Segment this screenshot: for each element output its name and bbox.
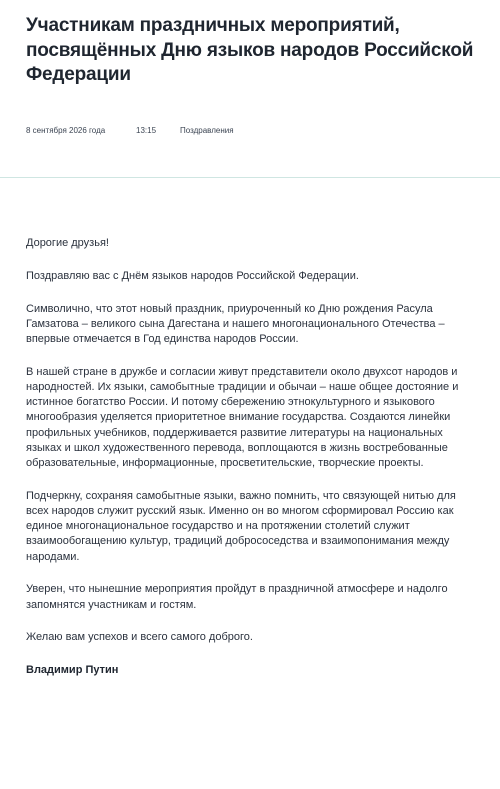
paragraph: Подчеркну, сохраняя самобытные языки, важно помнить, что связующей нитью для всех народов служит русский язык. Именно он во многом сформировал Россию как единое многонациональное государство и на протяжении столетий служит взаимообогащению культур, традиций добрососедства и взаимопонимания между народами. [26, 489, 456, 563]
paragraph: Символично, что этот новый праздник, приуроченный ко Дню рождения Расула Гамзатова – великого сына Дагестана и нашего многонационального Отечества – впервые отмечается в Год единства народов России. [26, 302, 445, 345]
paragraph: Поздравляю вас с Днём языков народов Российской Федерации. [26, 269, 359, 282]
article-time: 13:15 [136, 125, 157, 135]
paragraph: Уверен, что нынешние мероприятия пройдут в праздничной атмосфере и надолго запомнятся участникам и гостям. [26, 583, 448, 611]
paragraph: Желаю вам успехов и всего самого доброго. [26, 631, 253, 644]
paragraph-greeting: Дорогие друзья! [26, 237, 109, 249]
article-category-link[interactable]: Поздравления [180, 125, 234, 135]
article-meta [26, 126, 480, 135]
signature: Владимир Путин [26, 664, 119, 677]
article-date: 8 сентября 2026 года [26, 125, 106, 135]
article-header [0, 0, 500, 178]
article-body [0, 178, 500, 678]
paragraph: В нашей стране в дружбе и согласии живут представители около двухсот народов и народностей. Их языки, самобытные традиции и обычаи – наше общее достояние и истинное богатство России. И потому сбережению этнокультурного и языкового многообразия уделяется приоритетное внимание государства. Создаются линейки профильных учебников, поддерживается развитие литературы на национальных языках и школ художественного перевода, воплощаются в жизнь востребованные образовательные, информационные, просветительские, творческие проекты. [26, 365, 459, 470]
article-title: Участникам праздничных мероприятий, посвящённых Дню языков народов Российской Федерации [26, 15, 474, 85]
